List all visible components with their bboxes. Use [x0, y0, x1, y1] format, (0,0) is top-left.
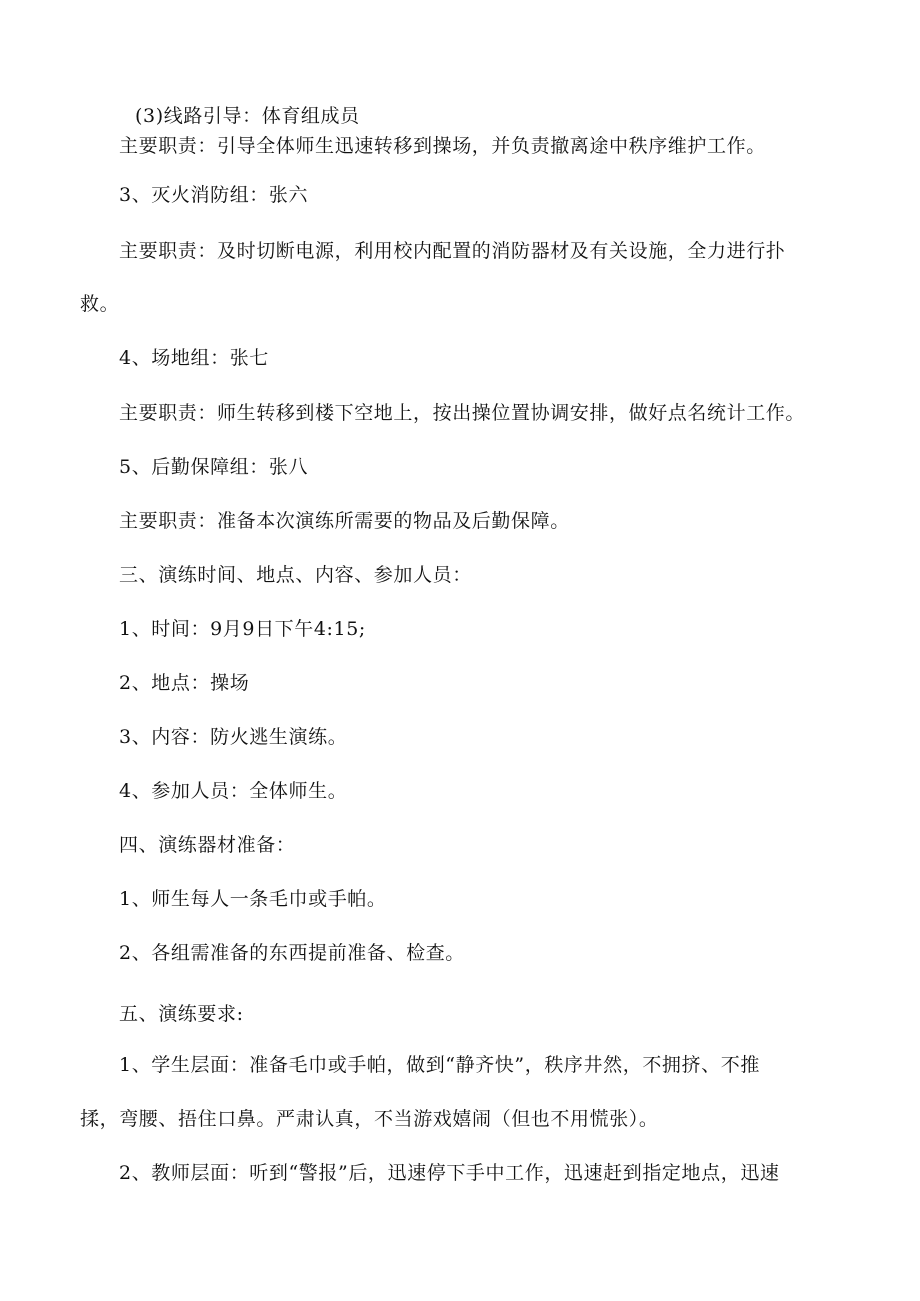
requirement-teachers: 2、教师层面：听到“警报”后，迅速停下手中工作，迅速赶到指定地点，迅速: [119, 1162, 780, 1184]
section-line-route-guide: (3)线路引导：体育组成员: [135, 105, 360, 127]
equipment-item-1: 1、师生每人一条毛巾或手帕。: [119, 888, 387, 910]
section-line-logistics: 5、后勤保障组：张八: [119, 456, 309, 478]
drill-time: 1、时间：9月9日下午4:15;: [119, 618, 366, 640]
drill-participants: 4、参加人员：全体师生。: [119, 780, 348, 802]
section-line-firefighting: 3、灭火消防组：张六: [119, 184, 309, 206]
drill-content: 3、内容：防火逃生演练。: [119, 726, 348, 748]
duty-line-route-guide: 主要职责：引导全体师生迅速转移到操场，并负责撤离途中秩序维护工作。: [119, 135, 766, 157]
drill-location: 2、地点：操场: [119, 672, 250, 694]
equipment-item-2: 2、各组需准备的东西提前准备、检查。: [119, 942, 465, 964]
heading-drill-equipment: 四、演练器材准备：: [119, 834, 296, 856]
requirement-students: 1、学生层面：准备毛巾或手帕，做到“静齐快”，秩序井然，不拥挤、不推: [119, 1054, 760, 1076]
heading-drill-requirements: 五、演练要求:: [119, 1003, 244, 1025]
section-line-venue: 4、场地组：张七: [119, 347, 269, 369]
duty-line-firefighting: 主要职责：及时切断电源，利用校内配置的消防器材及有关设施，全力进行扑: [119, 240, 786, 262]
duty-line-firefighting-cont: 救。: [80, 293, 120, 315]
duty-line-venue: 主要职责：师生转移到楼下空地上，按出操位置协调安排，做好点名统计工作。: [119, 402, 806, 424]
requirement-students-cont: 揉，弯腰、捂住口鼻。严肃认真，不当游戏嬉闹（但也不用慌张）。: [80, 1108, 659, 1130]
duty-line-logistics: 主要职责：准备本次演练所需要的物品及后勤保障。: [119, 510, 570, 532]
heading-drill-info: 三、演练时间、地点、内容、参加人员：: [119, 564, 472, 586]
